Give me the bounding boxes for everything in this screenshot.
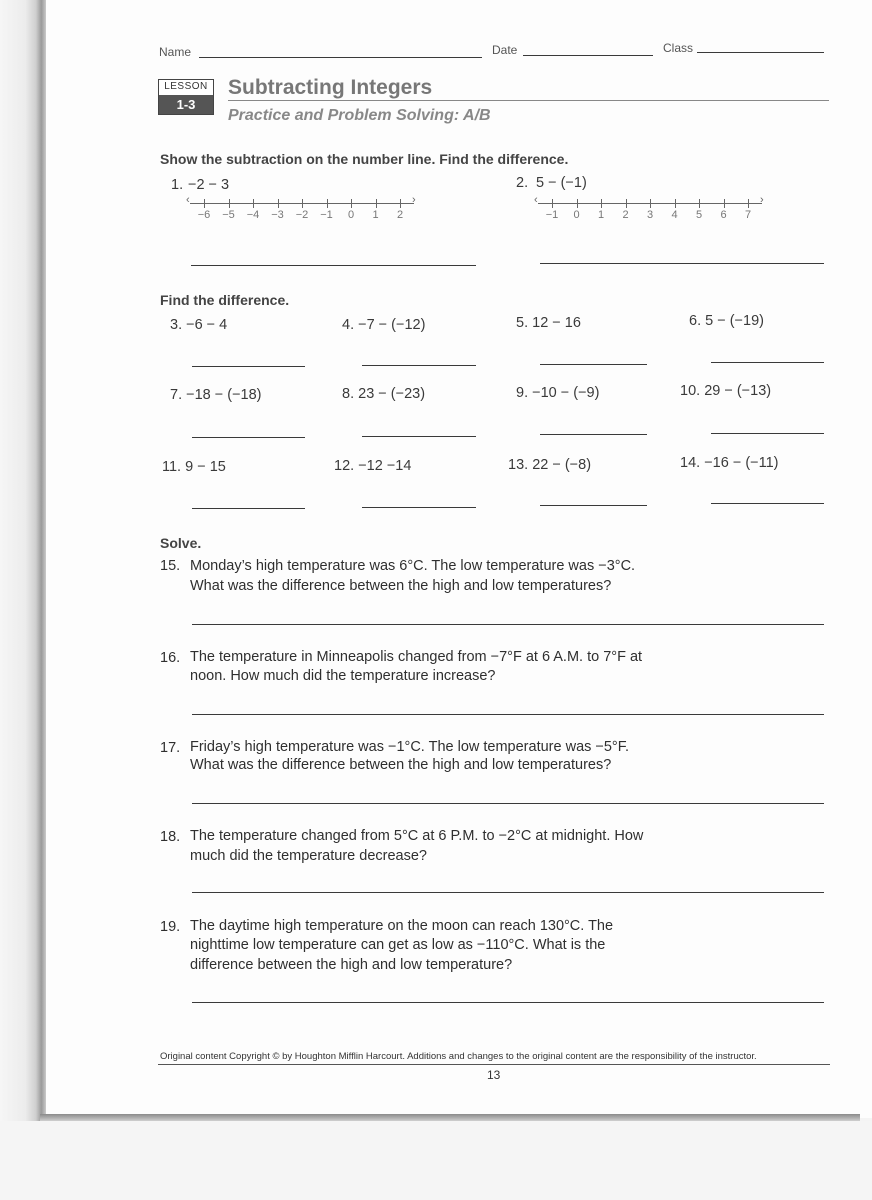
answer-line-19[interactable] (192, 1002, 824, 1003)
answer-line-4[interactable] (362, 365, 476, 366)
lesson-title: Subtracting Integers (228, 76, 433, 99)
number-line-2-label: 0 (573, 209, 580, 221)
problem-number: 6. (689, 313, 702, 329)
title-rule (228, 100, 829, 101)
number-line-2-label: 5 (695, 209, 703, 221)
number-line-1-tick (204, 199, 205, 208)
number-line-2-tick (601, 199, 602, 208)
answer-line-9[interactable] (540, 434, 647, 435)
copyright-notice: Original content Copyright © by Houghton Mifflin Harcourt. Additions and changes to the original content are the responsibility of the instructor. (160, 1051, 757, 1062)
problem-2-number: 2. (516, 175, 529, 191)
answer-line-2[interactable] (540, 263, 824, 264)
problem-19-line-2: nighttime low temperature can get as low as −110°C. What is the (190, 937, 606, 953)
problem-18-line-2: much did the temperature decrease? (190, 848, 427, 864)
problem-3 (170, 317, 227, 333)
problem-number: 13. (508, 457, 529, 473)
problem-16-line-2: noon. How much did the temperature increase? (190, 668, 496, 684)
number-line-2-label: 7 (744, 209, 752, 221)
problem-expression: 22 − (−8) (532, 457, 592, 473)
number-line-2-tick (552, 199, 553, 208)
number-line-1-label: −3 (271, 209, 284, 221)
number-line-1-tick (376, 199, 377, 208)
class-label: Class (663, 41, 694, 55)
problem-expression: 12 − 16 (532, 315, 581, 331)
answer-line-1[interactable] (191, 265, 476, 266)
number-line-1-label: −5 (222, 209, 235, 221)
problem-4 (342, 317, 425, 333)
problem-number: 5. (516, 315, 529, 331)
answer-line-13[interactable] (540, 505, 647, 506)
problem-19-number: 19. (160, 919, 181, 935)
number-line-2-tick (650, 199, 651, 208)
number-line-2-tick (699, 199, 700, 208)
number-line-2-tick (675, 199, 676, 208)
problem-number: 8. (342, 386, 355, 402)
number-line-2-label: 2 (622, 209, 629, 221)
date-label: Date (492, 43, 518, 57)
answer-line-6[interactable] (711, 362, 824, 363)
answer-line-15[interactable] (192, 624, 824, 625)
problem-1-expression: −2 − 3 (188, 177, 230, 193)
answer-line-12[interactable] (362, 507, 476, 508)
problem-6 (689, 313, 764, 329)
lesson-subtitle: Practice and Problem Solving: A/B (228, 107, 491, 124)
scanner-background (0, 1121, 872, 1200)
problem-9 (516, 385, 599, 401)
number-line-1-label: −4 (246, 209, 260, 221)
number-line-1-arrow-right-icon: › (412, 194, 416, 206)
number-line-1-label: −2 (295, 209, 309, 221)
problem-19-line-1: The daytime high temperature on the moon can reach 130°C. The (190, 918, 614, 934)
problem-5 (516, 315, 581, 331)
problem-expression: −16 − (−11) (704, 455, 779, 471)
problem-8 (342, 386, 425, 402)
number-line-1-tick (278, 199, 279, 208)
number-line-1-tick (302, 199, 303, 208)
lesson-label: LESSON (164, 81, 208, 92)
number-line-1-label: −1 (320, 209, 333, 221)
page-edge-shadow (40, 1114, 860, 1121)
problem-number: 7. (170, 387, 183, 403)
number-line-2[interactable] (534, 194, 764, 227)
answer-line-10[interactable] (711, 433, 824, 434)
number-line-1-arrow-left-icon: ‹ (186, 194, 190, 206)
number-line-1-label: 2 (396, 209, 404, 221)
problem-12 (334, 458, 411, 474)
problem-18-number: 18. (160, 829, 181, 845)
problem-number: 4. (342, 317, 355, 333)
number-line-1[interactable] (186, 194, 416, 227)
number-line-2-tick (577, 199, 578, 208)
answer-line-5[interactable] (540, 364, 647, 365)
answer-line-3[interactable] (192, 366, 305, 367)
answer-line-8[interactable] (362, 436, 476, 437)
problem-2-expression: 5 − (−1) (536, 175, 587, 191)
problem-10 (680, 383, 771, 399)
problem-expression: −18 − (−18) (186, 387, 262, 403)
problem-expression: 23 − (−23) (358, 386, 426, 402)
problem-1-number: 1. (171, 177, 184, 193)
problem-number: 3. (170, 317, 183, 333)
problem-7 (170, 387, 262, 403)
problem-19-line-3: difference between the high and low temperature? (190, 957, 513, 973)
section3-instruction: Solve. (160, 535, 202, 551)
problem-14 (680, 455, 779, 471)
footer-rule (158, 1064, 830, 1065)
number-line-2-arrow-right-icon: › (760, 194, 764, 206)
number-line-2-arrow-left-icon: ‹ (534, 194, 538, 206)
problem-expression: −12 −14 (358, 458, 412, 474)
binding-shadow (0, 0, 46, 1122)
problem-17-line-2: What was the difference between the high and low temperatures? (190, 757, 612, 773)
number-line-1-tick (351, 199, 352, 208)
number-line-1-tick (327, 199, 328, 208)
problem-number: 10. (680, 383, 701, 399)
number-line-2-tick (748, 199, 749, 208)
number-line-2-tick (724, 199, 725, 208)
name-label: Name (159, 45, 192, 59)
number-line-1-tick (253, 199, 254, 208)
problem-expression: 29 − (−13) (704, 383, 772, 399)
problem-16-number: 16. (160, 650, 181, 666)
lesson-number: 1-3 (159, 95, 213, 114)
number-line-1-label: 0 (347, 209, 355, 221)
problem-11 (162, 459, 226, 475)
page-number: 13 (487, 1068, 501, 1082)
problem-17-number: 17. (160, 740, 181, 756)
problem-15-number: 15. (160, 558, 181, 574)
number-line-2-label: 4 (671, 209, 678, 221)
problem-expression: 9 − 15 (185, 459, 226, 475)
number-line-1-label: −6 (197, 209, 211, 221)
problem-16-line-1: The temperature in Minneapolis changed from −7°F at 6 A.M. to 7°F at (190, 649, 643, 665)
problem-18-line-1: The temperature changed from 5°C at 6 P.M. to −2°C at midnight. How (190, 828, 644, 844)
problem-15-line-1: Monday’s high temperature was 6°C. The low temperature was −3°C. (190, 558, 636, 574)
problem-17-line-1: Friday’s high temperature was −1°C. The low temperature was −5°F. (190, 739, 630, 755)
section1-instruction: Show the subtraction on the number line. Find the difference. (160, 151, 569, 167)
number-line-1-tick (400, 199, 401, 208)
answer-line-16[interactable] (192, 714, 824, 715)
problem-13 (508, 457, 591, 473)
number-line-2-label: 1 (597, 209, 605, 221)
answer-line-11[interactable] (192, 508, 305, 509)
answer-line-14[interactable] (711, 503, 824, 504)
number-line-1-label: 1 (372, 209, 379, 221)
answer-line-17[interactable] (192, 803, 824, 804)
problem-number: 9. (516, 385, 529, 401)
number-line-1-tick (229, 199, 230, 208)
problem-expression: 5 − (−19) (705, 313, 764, 329)
date-field[interactable] (523, 55, 653, 56)
problem-15-line-2: What was the difference between the high and low temperatures? (190, 578, 612, 594)
answer-line-18[interactable] (192, 892, 824, 893)
section2-instruction: Find the difference. (160, 292, 290, 308)
problem-expression: −10 − (−9) (532, 385, 600, 401)
lesson-badge (158, 79, 214, 115)
problem-expression: −7 − (−12) (358, 317, 426, 333)
name-field[interactable] (199, 57, 482, 58)
number-line-2-label: −1 (545, 209, 559, 221)
number-line-2-label: 3 (646, 209, 654, 221)
problem-number: 12. (334, 458, 355, 474)
class-field[interactable] (697, 52, 824, 53)
problem-number: 11. (162, 459, 182, 475)
problem-number: 14. (680, 455, 701, 471)
number-line-2-label: 6 (720, 209, 727, 221)
problem-expression: −6 − 4 (186, 317, 228, 333)
number-line-2-tick (626, 199, 627, 208)
answer-line-7[interactable] (192, 437, 305, 438)
